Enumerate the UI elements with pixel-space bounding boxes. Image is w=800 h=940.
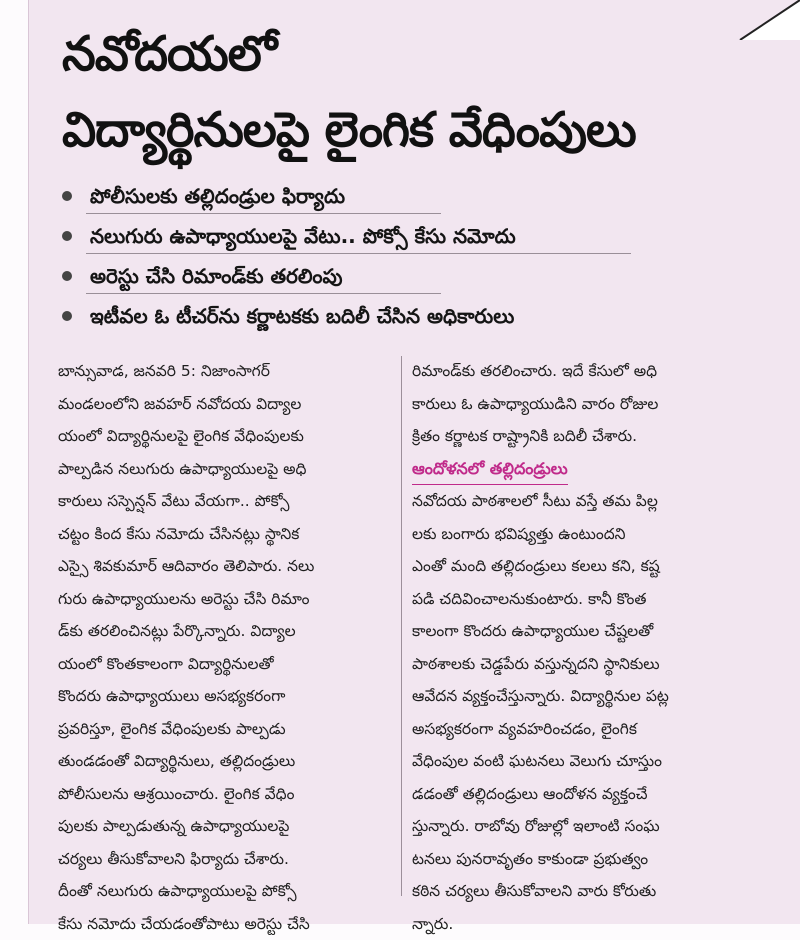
bullet-text: నలుగురు ఉపాధ్యాయులపై వేటు.. పోక్సో కేసు నమోదు [90,224,516,248]
body-line: ఆవేదన వ్యక్తంచేస్తున్నారు. విద్యార్థినుల పట్ల [412,680,752,713]
body-line: ఎస్సై శివకుమార్ ఆదివారం తెలిపారు. నలు [58,550,392,583]
body-line: లకు బంగారు భవిష్యత్తు ఉంటుందని [412,518,752,551]
bullet-dot-icon [62,231,72,241]
body-line: కారులు సస్పెన్షన్ వేటు వేయగా.. పోక్సో [58,485,392,518]
body-line: రిమాండ్‌కు తరలించారు. ఇదే కేసులో అధి [412,355,752,388]
bullet-dot-icon [62,191,72,201]
body-line: దీంతో నలుగురు ఉపాధ్యాయులపై పోక్సో [58,875,392,908]
body-line: క్రితం కర్ణాటక రాష్ట్రానికి బదిలీ చేశారు. [412,420,752,453]
bullet-item [56,176,656,216]
summary-bullets [56,176,656,336]
body-line: కఠిన చర్యలు తీసుకోవాలని వారు కోరుతు [412,875,752,908]
body-line: డ్‌కు తరలించినట్లు పేర్కొన్నారు. విద్యాల [58,615,392,648]
body-line: కొందరు ఉపాధ్యాయులు అసభ్యకరంగా [58,680,392,713]
body-line: వేధింపుల వంటి ఘటనలు వెలుగు చూస్తుం [412,745,752,778]
headline [62,16,762,168]
headline-line-1: నవోదయలో [62,16,762,92]
subheading: ఆందోళనలో తల్లిదండ్రులు [412,454,568,485]
body-line: ప్రవరిస్తూ, లైంగిక వేధింపులకు పాల్పడు [58,713,392,746]
body-line: పడి చదివించాలనుకుంటారు. కానీ కొంత [412,583,752,616]
body-line: టనలు పునరావృతం కాకుండా ప్రభుత్వం [412,843,752,876]
body-line: గురు ఉపాధ్యాయులను అరెస్టు చేసి రిమాం [58,583,392,616]
bullet-text: ఇటీవల ఓ టీచర్‌ను కర్ణాటకకు బదిలీ చేసిన అధికారులు [90,304,514,328]
bullet-dot-icon [62,271,72,281]
bullet-text: అరెస్టు చేసి రిమాండ్‌కు తరలింపు [90,264,343,288]
body-line: నవోదయ పాఠశాలలో సీటు వస్తే తమ పిల్ల [412,485,752,518]
subhead-line [412,453,752,486]
body-line: యంలో విద్యార్థినులపై లైంగిక వేధింపులకు [58,420,392,453]
bullet-underline [86,253,631,254]
body-line: పాల్పడిన నలుగురు ఉపాధ్యాయులపై అధి [58,453,392,486]
headline-line-2: విద్యార్థినులపై లైంగిక వేధింపులు [62,92,762,168]
body-line: తుండడంతో విద్యార్థినులు, తల్లిదండ్రులు [58,745,392,778]
body-line: కారులు ఓ ఉపాధ్యాయుడిని వారం రోజుల [412,388,752,421]
body-line: న్నారు. [412,908,752,940]
bullet-underline [86,213,441,214]
body-line: స్తున్నారు. రాబోవు రోజుల్లో ఇలాంటి సంఘ [412,810,752,843]
bullet-item [56,216,656,256]
body-line: పాఠశాలకు చెడ్డపేరు వస్తున్నదని స్థానికులు [412,648,752,681]
body-line: కాలంగా కొందరు ఉపాధ్యాయుల చేష్టలతో [412,615,752,648]
body-line: పులకు పాల్పడుతున్న ఉపాధ్యాయులపై [58,810,392,843]
body-line: పోలీసులను ఆశ్రయించారు. లైంగిక వేధిం [58,778,392,811]
body-line: డడంతో తల్లిదండ్రులు ఆందోళన వ్యక్తంచే [412,778,752,811]
bullet-underline [86,293,441,294]
body-line: మండలంలోని జవహర్ నవోదయ విద్యాల [58,388,392,421]
bullet-text: పోలీసులకు తల్లిదండ్రుల ఫిర్యాదు [90,184,345,208]
body-line: యంలో కొంతకాలంగా విద్యార్థినులతో [58,648,392,681]
body-line: ఎంతో మంది తల్లిదండ్రులు కలలు కని, కష్ట [412,550,752,583]
body-line: చట్టం కింద కేసు నమోదు చేసినట్లు స్థానిక [58,518,392,551]
article-column-left [58,355,392,940]
bullet-item [56,296,656,336]
body-line: బాన్సువాడ, జనవరి 5: నిజాంసాగర్ [58,355,392,388]
bullet-item [56,256,656,296]
article-column-right [412,355,752,940]
bullet-dot-icon [62,311,72,321]
column-divider [401,356,402,896]
body-line: చర్యలు తీసుకోవాలని ఫిర్యాదు చేశారు. [58,843,392,876]
body-line: అసభ్యకరంగా వ్యవహరించడం, లైంగిక [412,713,752,746]
body-line: కేసు నమోదు చేయడంతోపాటు అరెస్టు చేసి [58,908,392,940]
